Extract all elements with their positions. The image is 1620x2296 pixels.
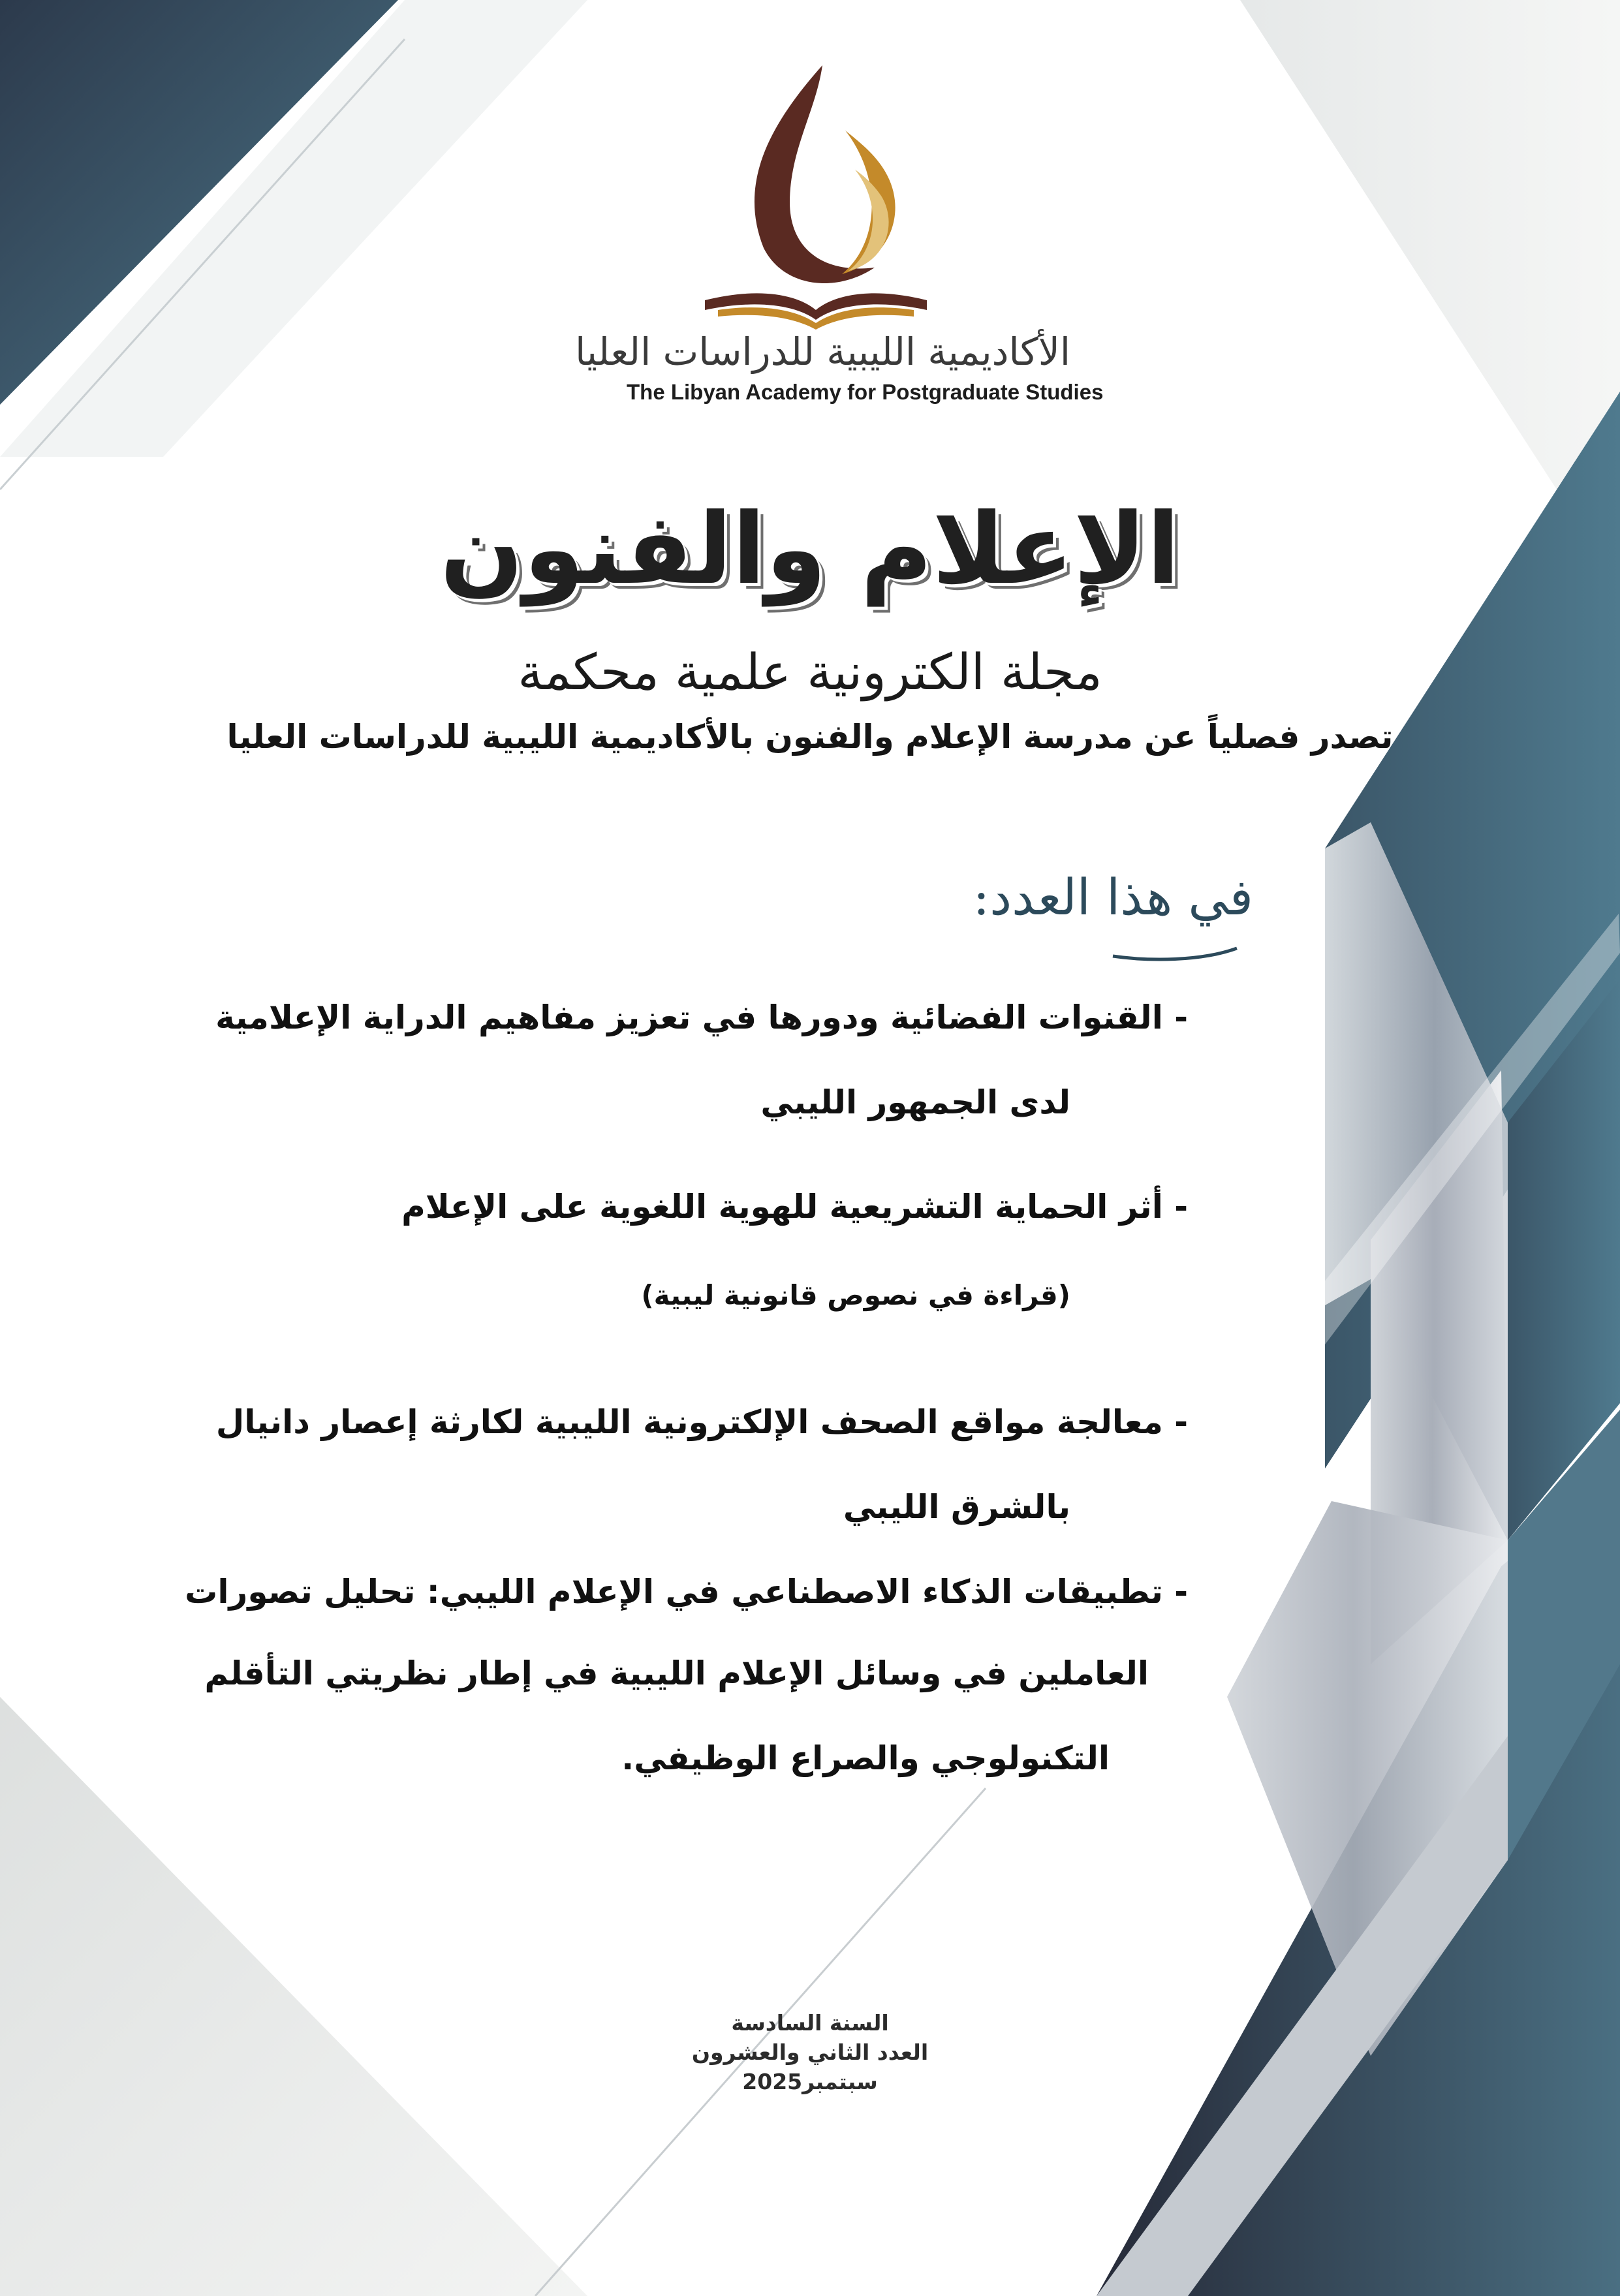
article-3-line-2: بالشرق الليبي <box>843 1488 1070 1526</box>
academy-name-english: The Libyan Academy for Postgraduate Studies <box>627 380 1104 404</box>
heading-swash-decoration <box>1110 943 1240 963</box>
academy-name-arabic: الأكاديمية الليبية للدراسات العليا <box>575 330 1070 374</box>
issue-date: سبتمبر2025 <box>742 2069 878 2094</box>
article-2-line-1: - أثر الحماية التشريعية للهوية اللغوية على الإعلام <box>401 1188 1188 1226</box>
article-1-line-2: لدى الجمهور الليبي <box>760 1083 1070 1121</box>
journal-subtitle: مجلة الكترونية علمية محكمة <box>518 643 1102 701</box>
journal-title: الإعلام والفنون <box>440 493 1180 606</box>
article-2-line-2: (قراءة في نصوص قانونية ليبية) <box>641 1279 1070 1311</box>
article-3-line-1: - معالجة مواقع الصحف الإلكترونية الليبية لكارثة إعصار دانيال <box>215 1403 1188 1441</box>
article-4-line-1: - تطبيقات الذكاء الاصطناعي في الإعلام الليبي: تحليل تصورات <box>185 1573 1188 1611</box>
issue-number: العدد الثاني والعشرون <box>691 2040 929 2065</box>
journal-description: تصدر فصلياً عن مدرسة الإعلام والفنون بالأكاديمية الليبية للدراسات العليا <box>226 718 1394 756</box>
in-this-issue-heading: في هذا العدد: <box>973 868 1253 926</box>
article-4-line-3: التكنولوجي والصراع الوظيفي. <box>621 1739 1110 1777</box>
academy-logo-emblem <box>692 52 940 333</box>
article-1-line-1: - القنوات الفضائية ودورها في تعزيز مفاهيم الدراية الإعلامية <box>215 999 1188 1036</box>
article-4-line-2: العاملين في وسائل الإعلام الليبية في إطار نظريتي التأقلم <box>204 1654 1149 1692</box>
issue-year: السنة السادسة <box>731 2010 889 2036</box>
